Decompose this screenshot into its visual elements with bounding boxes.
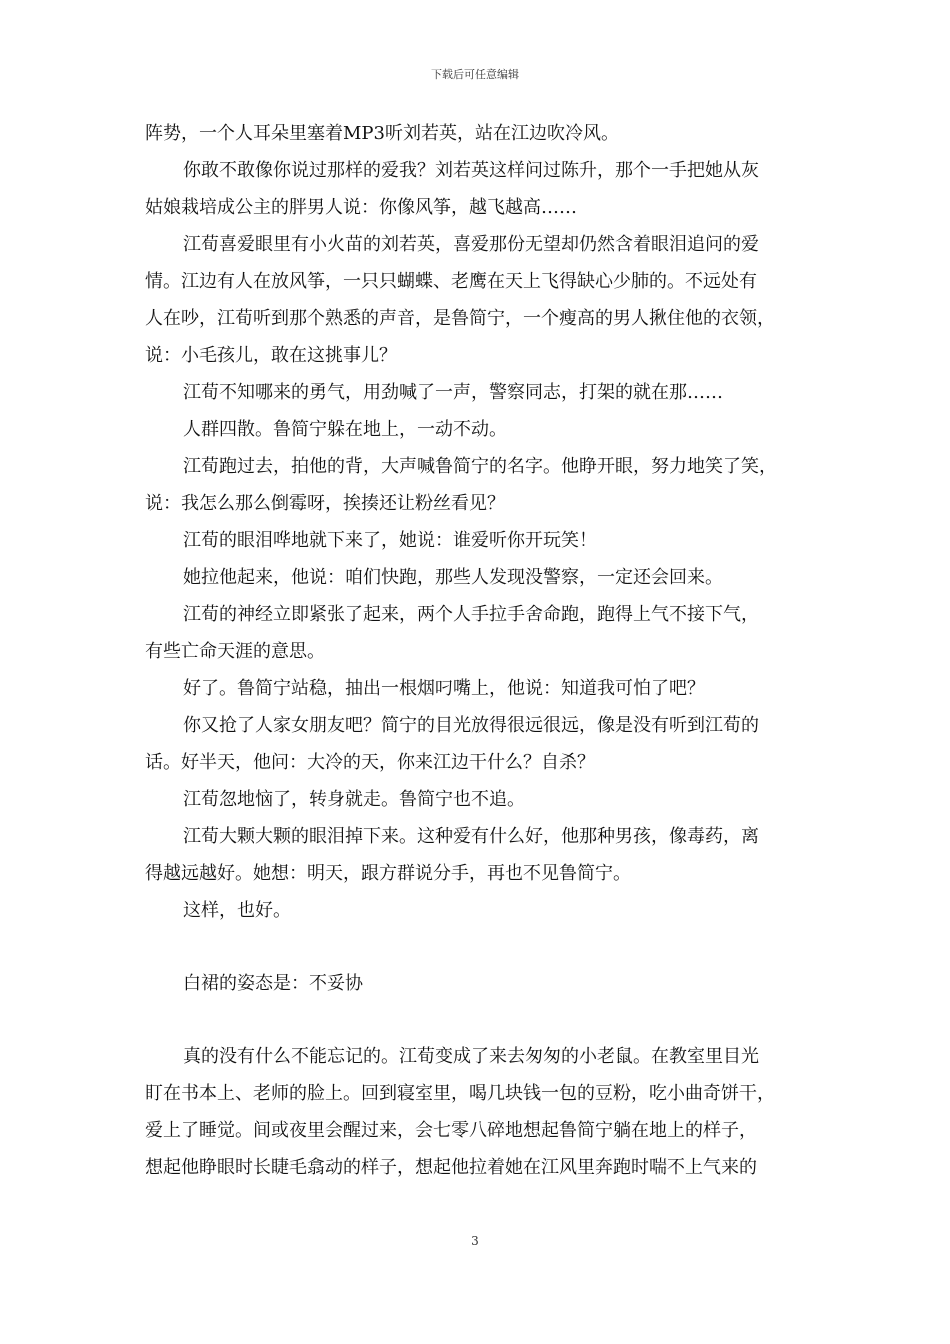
text-line: 江荀的神经立即紧张了起来，两个人手拉手舍命跑，跑得上气不接下气， xyxy=(183,604,759,625)
text-line: 江荀喜爱眼里有小火苗的刘若英，喜爱那份无望却仍然含着眼泪追问的爱 xyxy=(183,234,759,255)
text-line: 江荀跑过去，拍他的背，大声喊鲁简宁的名字。他睁开眼，努力地笑了笑， xyxy=(183,456,777,477)
text-line: 盯在书本上、老师的脸上。回到寝室里，喝几块钱一包的豆粉，吃小曲奇饼干， xyxy=(145,1083,775,1104)
document-body xyxy=(145,115,815,1186)
text-line: 你敢不敢像你说过那样的爱我？刘若英这样问过陈升，那个一手把她从灰 xyxy=(183,160,759,181)
text-line: 江荀大颗大颗的眼泪掉下来。这种爱有什么好，他那种男孩，像毒药，离 xyxy=(183,826,759,847)
text-line: 江荀的眼泪哗地就下来了，她说：谁爱听你开玩笑！ xyxy=(183,530,597,551)
text-line: 人在吵，江荀听到那个熟悉的声音，是鲁简宁，一个瘦高的男人揪住他的衣领， xyxy=(145,308,775,329)
text-line: 姑娘栽培成公主的胖男人说：你像风筝，越飞越高…… xyxy=(145,197,577,218)
text-line: 江荀忽地恼了，转身就走。鲁简宁也不追。 xyxy=(183,789,525,810)
text-line: 好了。鲁简宁站稳，抽出一根烟叼嘴上，他说：知道我可怕了吧？ xyxy=(183,678,705,699)
text-line: 阵势，一个人耳朵里塞着MP3听刘若英，站在江边吹冷风。 xyxy=(145,123,619,144)
text-line: 得越远越好。她想：明天，跟方群说分手，再也不见鲁简宁。 xyxy=(145,863,631,884)
text-line: 白裙的姿态是：不妥协 xyxy=(183,973,363,994)
text-line: 江荀不知哪来的勇气，用劲喊了一声，警察同志，打架的就在那…… xyxy=(183,382,723,403)
text-line: 说：小毛孩儿，敢在这挑事儿？ xyxy=(145,345,397,366)
text-line: 想起他睁眼时长睫毛翕动的样子，想起他拉着她在江风里奔跑时喘不上气来的 xyxy=(145,1157,757,1178)
text-line: 人群四散。鲁简宁躲在地上，一动不动。 xyxy=(183,419,507,440)
text-line: 有些亡命天涯的意思。 xyxy=(145,641,325,662)
text-line: 真的没有什么不能忘记的。江荀变成了来去匆匆的小老鼠。在教室里目光 xyxy=(183,1046,759,1067)
page-number: 3 xyxy=(471,1234,479,1248)
text-line: 说：我怎么那么倒霉呀，挨揍还让粉丝看见？ xyxy=(145,493,505,514)
text-line: 话。好半天，他问：大冷的天，你来江边干什么？自杀？ xyxy=(145,752,595,773)
text-line: 她拉他起来，他说：咱们快跑，那些人发现没警察，一定还会回来。 xyxy=(183,567,723,588)
text-line: 情。江边有人在放风筝，一只只蝴蝶、老鹰在天上飞得缺心少肺的。不远处有 xyxy=(145,271,757,292)
text-line: 你又抢了人家女朋友吧？简宁的目光放得很远很远，像是没有听到江荀的 xyxy=(183,715,759,736)
text-line: 爱上了睡觉。间或夜里会醒过来，会七零八碎地想起鲁简宁躺在地上的样子， xyxy=(145,1120,757,1141)
page-header: 下载后可任意编辑 xyxy=(431,68,519,81)
text-line: 这样，也好。 xyxy=(183,900,291,921)
